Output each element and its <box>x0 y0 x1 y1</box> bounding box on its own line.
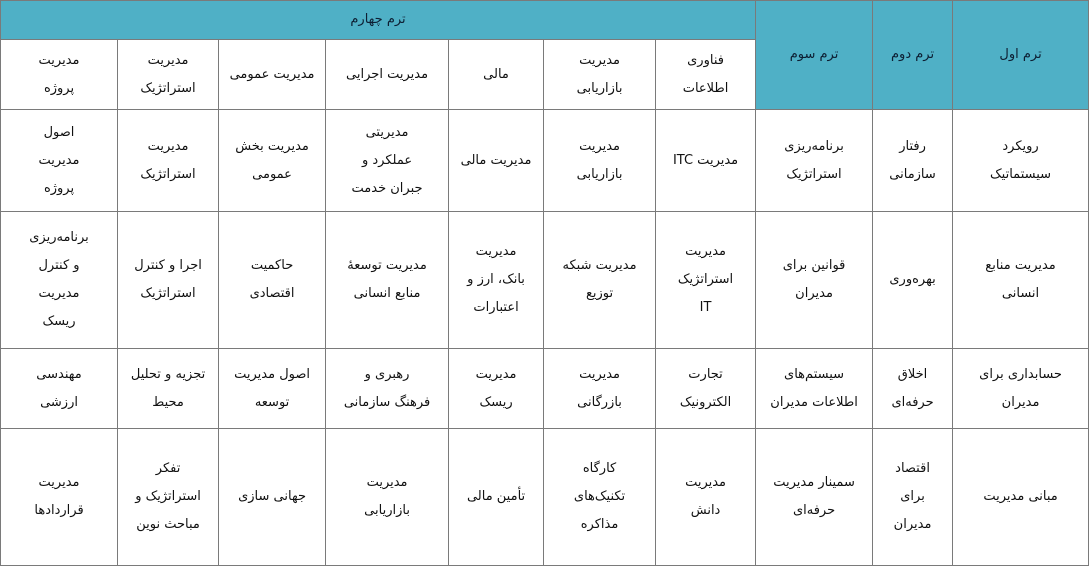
table-cell: بهره‌وری <box>873 212 953 349</box>
table-cell: مدیریت بازرگانی <box>544 349 656 429</box>
table-cell: تجارت الکترونیک <box>656 349 756 429</box>
header-term4: ترم چهارم <box>1 1 756 40</box>
subheader-cell: مدیریت عمومی <box>219 40 326 110</box>
subheader-cell: مدیریت استراتژیک <box>118 40 219 110</box>
subheader-cell: فناوری اطلاعات <box>656 40 756 110</box>
table-cell: مدیریت بخش عمومی <box>219 110 326 212</box>
subheader-cell: مدیریت پروژه <box>1 40 118 110</box>
table-cell: جهانی سازی <box>219 429 326 566</box>
table-cell: مدیریت منابع انسانی <box>953 212 1089 349</box>
table-cell: مدیریت بانک، ارز و اعتبارات <box>449 212 544 349</box>
table-cell: مدیریت دانش <box>656 429 756 566</box>
table-cell: برنامه‌ریزی استراتژیک <box>756 110 873 212</box>
table-cell: مدیریت استراتژیک <box>118 110 219 212</box>
table-cell: اجرا و کنترل استراتژیک <box>118 212 219 349</box>
table-row <box>1 110 1089 212</box>
subheader-cell: مدیریت بازاریابی <box>544 40 656 110</box>
table-cell: مدیریت استراتژیک IT <box>656 212 756 349</box>
table-cell: اخلاق حرفه‌ای <box>873 349 953 429</box>
table-cell: تأمین مالی <box>449 429 544 566</box>
table-cell: سیستم‌های اطلاعات مدیران <box>756 349 873 429</box>
table-cell: حسابداری برای مدیران <box>953 349 1089 429</box>
table-cell: مدیریت ریسک <box>449 349 544 429</box>
header-term3: ترم سوم <box>756 1 873 110</box>
table-cell: مهندسی ارزشی <box>1 349 118 429</box>
table-cell: تجزیه و تحلیل محیط <box>118 349 219 429</box>
table-row <box>1 429 1089 566</box>
table-cell: تفکر استراتژیک و مباحث نوین <box>118 429 219 566</box>
subheader-cell: مالی <box>449 40 544 110</box>
table-cell: رویکرد سیستماتیک <box>953 110 1089 212</box>
table-cell: سمینار مدیریت حرفه‌ای <box>756 429 873 566</box>
table-cell: مبانی مدیریت <box>953 429 1089 566</box>
header-term2: ترم دوم <box>873 1 953 110</box>
table-row <box>1 349 1089 429</box>
table-cell: مدیریت مالی <box>449 110 544 212</box>
table-cell: مدیریتی عملکرد و جبران خدمت <box>326 110 449 212</box>
table-row <box>1 212 1089 349</box>
table-cell: کارگاه تکنیک‌های مذاکره <box>544 429 656 566</box>
subheader-cell: مدیریت اجرایی <box>326 40 449 110</box>
table-cell: مدیریت قراردادها <box>1 429 118 566</box>
table-cell: حاکمیت اقتصادی <box>219 212 326 349</box>
table-cell: اصول مدیریت توسعه <box>219 349 326 429</box>
table-cell: مدیریت بازاریابی <box>326 429 449 566</box>
table-cell: مدیریت شبکه توزیع <box>544 212 656 349</box>
table-cell: رفتار سازمانی <box>873 110 953 212</box>
table-cell: اصول مدیریت پروژه <box>1 110 118 212</box>
table-cell: مدیریت توسعهٔ منابع انسانی <box>326 212 449 349</box>
header-term1: ترم اول <box>953 1 1089 110</box>
table-cell: اقتصاد برای مدیران <box>873 429 953 566</box>
table-cell: مدیریت بازاریابی <box>544 110 656 212</box>
header-row <box>1 1 1089 40</box>
table-cell: رهبری و فرهنگ سازمانی <box>326 349 449 429</box>
table-cell: برنامه‌ریزی و کنترل مدیریت ریسک <box>1 212 118 349</box>
table-cell: قوانین برای مدیران <box>756 212 873 349</box>
table-cell: مدیریت ITC <box>656 110 756 212</box>
